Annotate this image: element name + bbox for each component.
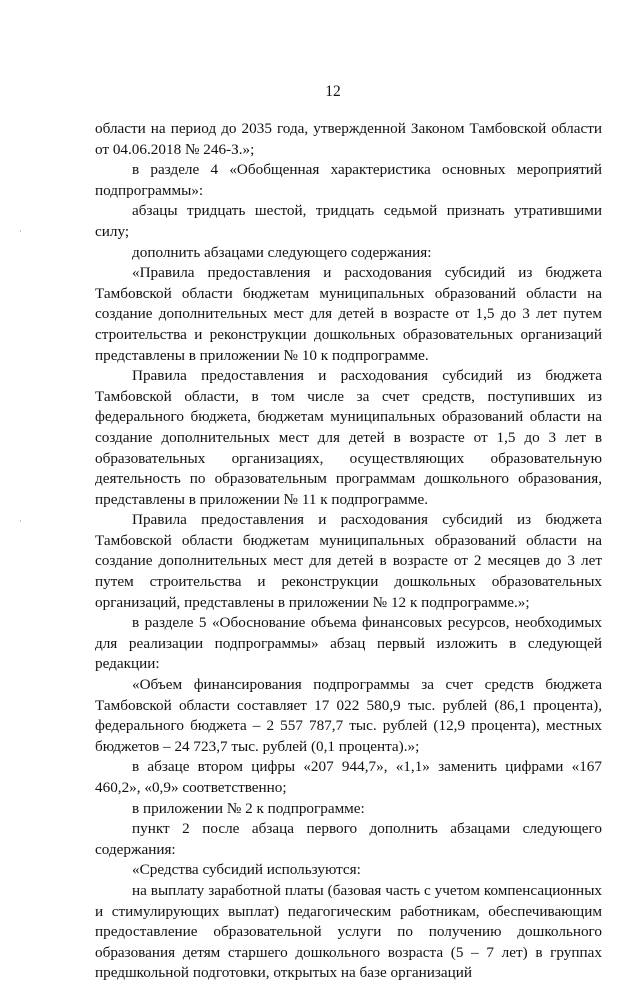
paragraph: «Объем финансирования подпрограммы за счет средств бюджета Тамбовской области составляет 17 022 580,9 тыс. рублей (86,1 процента), федерального бюджета – 2 557 787,7 тыс. рублей (12,9 процента), местных бюджетов – 24 723,7 тыс. рублей (0,1 процента).»; <box>95 676 602 755</box>
page-number: 12 <box>325 83 341 100</box>
paragraph: области на период до 2035 года, утвержденной Законом Тамбовской области от 04.06.2018 № 246-З.»; <box>95 120 602 158</box>
scan-mark <box>20 520 21 522</box>
paragraph: в приложении № 2 к подпрограмме: <box>132 799 365 817</box>
paragraph: Правила предоставления и расходования субсидий из бюджета Тамбовской области, в том числе за счет средств, поступивших из федерального бюджета, бюджетам муниципальных образований области на создание дополнительных мест для детей в возрасте от 1,5 до 3 лет в образовательных организациях, осуществляющих образовательную деятельность по образовательным программам дошкольного образования, представлены в приложении № 11 к подпрограмме. <box>95 367 602 508</box>
paragraph: на выплату заработной платы (базовая часть с учетом компенсационных и стимулирующих выплат) педагогическим работникам, обеспечивающим предоставление образовательной услуги по получению дошкольного образования детям старшего дошкольного возраста (5 – 7 лет) в группах предшкольной подготовки, открытых на базе организаций <box>95 881 602 982</box>
document-body <box>95 119 602 984</box>
paragraph: в разделе 5 «Обоснование объема финансовых ресурсов, необходимых для реализации подпрограммы» абзац первый изложить в следующей редакции: <box>95 614 602 673</box>
paragraph: пункт 2 после абзаца первого дополнить абзацами следующего содержания: <box>95 820 602 858</box>
paragraph: Правила предоставления и расходования субсидий из бюджета Тамбовской области бюджетам муниципальных образований области на создание дополнительных мест для детей в возрасте от 2 месяцев до 3 лет путем строительства и реконструкции дошкольных образовательных организаций, представлены в приложении № 12 к подпрограмме.»; <box>95 511 602 611</box>
paragraph: абзацы тридцать шестой, тридцать седьмой признать утратившими силу; <box>95 202 602 240</box>
scan-mark <box>20 230 21 232</box>
paragraph: «Средства субсидий используются: <box>132 861 361 879</box>
paragraph: «Правила предоставления и расходования субсидий из бюджета Тамбовской области бюджетам муниципальных образований области на создание дополнительных мест для детей в возрасте от 1,5 до 3 лет путем строительства и реконструкции дошкольных образовательных организаций представлены в приложении № 10 к подпрограмме. <box>95 264 602 364</box>
paragraph: в разделе 4 «Обобщенная характеристика основных мероприятий подпрограммы»: <box>95 161 602 199</box>
paragraph: в абзаце втором цифры «207 944,7», «1,1» заменить цифрами «167 460,2», «0,9» соответственно; <box>95 758 602 796</box>
paragraph: дополнить абзацами следующего содержания: <box>132 243 432 261</box>
